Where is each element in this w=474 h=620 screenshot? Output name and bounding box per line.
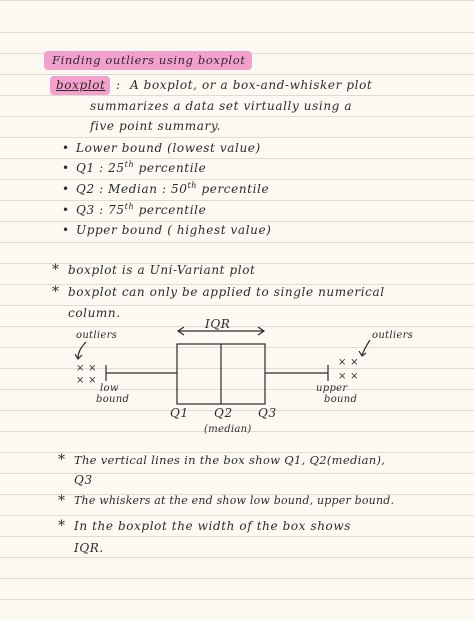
upper-bound-label-line-1: upper [316, 383, 348, 394]
summary-item-upper-bound: Upper bound ( highest value) [76, 223, 272, 237]
summary-bullet: • [62, 182, 70, 196]
definition-term: boxplot [56, 78, 106, 92]
note-box-width-cont: IQR. [74, 541, 104, 555]
outliers-left-label: outliers [76, 330, 118, 341]
summary-item-q1-sup: th [124, 160, 135, 169]
median-label: (median) [204, 424, 252, 435]
note-vertical-lines: The vertical lines in the box show Q1, Q2(median), [74, 453, 386, 467]
note-bullet: * [58, 452, 66, 468]
outlier-marks-left-row-1: × × [76, 363, 97, 374]
outlier-marks-left-row-2: × × [76, 375, 97, 386]
low-bound-label-line-2: bound [96, 394, 130, 405]
iqr-label: IQR [205, 317, 231, 331]
summary-bullet: • [62, 141, 70, 155]
outlier-marks-right-row-2: × × [338, 371, 359, 382]
summary-item-lower-bound: Lower bound (lowest value) [76, 141, 261, 155]
note-vertical-lines-cont: Q3 [74, 473, 93, 487]
low-bound-label-line-1: low [100, 383, 119, 394]
summary-bullet: • [62, 203, 70, 217]
summary-bullet: • [62, 223, 70, 237]
summary-item-q2-text: Q2 : Median : 50 [76, 182, 188, 196]
summary-item-q3-text: Q3 : 75 [76, 203, 125, 217]
q1-label: Q1 [170, 406, 189, 420]
note-single-numerical: boxplot can only be applied to single numerical [68, 285, 385, 299]
summary-item-q1-text: Q1 : 25 [76, 161, 125, 175]
note-bullet: * [58, 518, 66, 534]
note-bullet: * [58, 493, 66, 509]
outlier-marks-right-row-1: × × [338, 357, 359, 368]
q3-label: Q3 [258, 406, 277, 420]
summary-item-q2-sup: th [187, 181, 198, 190]
upper-bound-label-line-2: bound [324, 394, 358, 405]
note-box-width: In the boxplot the width of the box shows [74, 519, 352, 533]
page-title: Finding outliers using boxplot [52, 53, 246, 67]
outliers-right-label: outliers [372, 330, 414, 341]
summary-bullet: • [62, 161, 70, 175]
definition-line-2: summarizes a data set virtually using a [90, 99, 353, 113]
definition-line-1: A boxplot, or a box-and-whisker plot [130, 78, 373, 92]
note-column: column. [68, 306, 121, 320]
summary-item-q3-sup: th [124, 202, 135, 211]
definition-line-3: five point summary. [90, 119, 222, 133]
definition-separator: : [116, 78, 121, 92]
outliers-right-arrow [362, 340, 370, 355]
note-univariant: boxplot is a Uni-Variant plot [68, 263, 256, 277]
summary-item-q1-after: percentile [134, 161, 207, 175]
summary-item-q2-after: percentile [197, 182, 270, 196]
note-bullet: * [52, 262, 60, 278]
q2-label: Q2 [214, 406, 233, 420]
note-whiskers: The whiskers at the end show low bound, upper bound. [74, 494, 395, 507]
summary-item-q3-after: percentile [134, 203, 207, 217]
note-bullet: * [52, 284, 60, 300]
